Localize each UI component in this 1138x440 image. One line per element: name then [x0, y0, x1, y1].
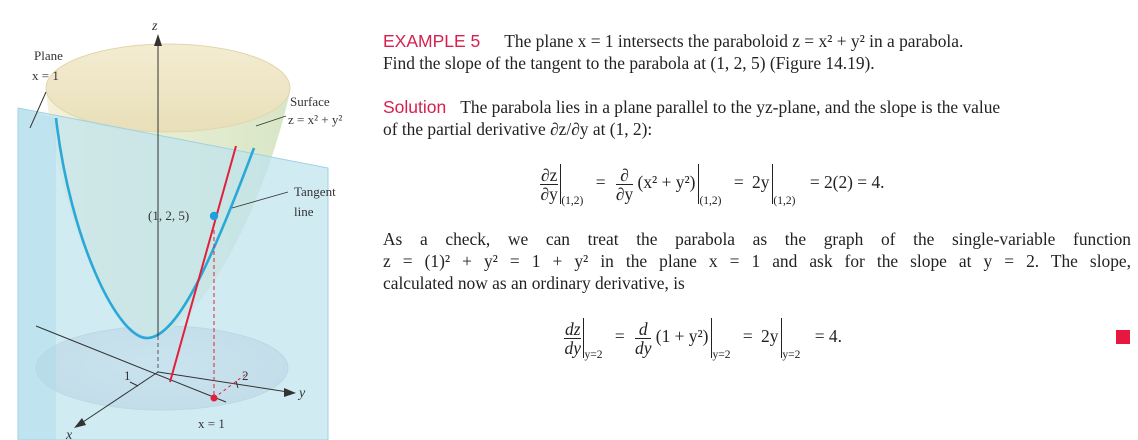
paraboloid-rim [46, 44, 290, 132]
check-line-3: calculated now as an ordinary derivative, is [383, 273, 685, 293]
eq2-eval-2: y=2 [712, 349, 731, 361]
eq1-lhs-numerator: ∂z [541, 164, 558, 185]
plane-x1-top [18, 108, 56, 440]
eq2-operator-denominator: dy [635, 337, 652, 358]
eq2-result: = 4. [814, 326, 842, 346]
eq2-eval-3: y=2 [782, 349, 801, 361]
eq2-eval-1: y=2 [584, 349, 603, 361]
eq1-eval-2: (1,2) [699, 195, 722, 207]
eq1-operator-denominator: ∂y [615, 183, 634, 204]
tick-label-2: 2 [242, 368, 249, 383]
eq1-body: (x² + y²) [637, 172, 696, 192]
example-line-1 [383, 30, 1131, 52]
eq1-middle: 2y [752, 172, 770, 192]
solution-text-1: The parabola lies in a plane parallel to the yz-plane, and the slope is the value [460, 97, 1001, 117]
eq1-eval-1: (1,2) [561, 195, 584, 207]
point-label: (1, 2, 5) [148, 208, 190, 223]
check-paragraph [383, 228, 1131, 294]
eq2-middle: 2y [761, 326, 779, 346]
plane-x1 [18, 108, 328, 440]
tangency-point [210, 212, 218, 220]
end-of-solution-square [1116, 330, 1130, 344]
eq1-lhs-fraction [540, 166, 558, 203]
eq2-lhs-numerator: dz [565, 318, 581, 339]
bottom-label: x = 1 [198, 416, 225, 431]
eq1-eval-3: (1,2) [773, 195, 796, 207]
eq1-equals-1: = [595, 172, 606, 192]
solution-line-2: of the partial derivative ∂z/∂y at (1, 2): [383, 119, 653, 139]
example-line-2: Find the slope of the tangent to the parabola at (1, 2, 5) (Figure 14.19). [383, 53, 875, 73]
equation-partial-derivative [540, 164, 885, 207]
solution-heading: Solution [383, 97, 447, 117]
eq2-equals-1: = [614, 326, 625, 346]
example-paragraph [383, 30, 1131, 74]
example-text-1: The plane x = 1 intersects the paraboloid z = x² + y² in a parabola. [504, 31, 964, 51]
check-line-1: As a check, we can treat the parabola as the graph of the single-variable function [383, 229, 1131, 249]
surface-label-line1: Surface [290, 94, 330, 109]
plane-label-line1: Plane [34, 48, 63, 63]
example-heading: EXAMPLE 5 [383, 31, 481, 51]
equation-ordinary-derivative [564, 318, 842, 361]
eq1-equals-2: = [733, 172, 744, 192]
tangent-label-line2: line [294, 204, 314, 219]
eq1-result: = 2(2) = 4. [809, 172, 885, 192]
eq2-operator-numerator: d [635, 320, 651, 339]
tangent-label-line1: Tangent [294, 184, 336, 199]
check-line-2: z = (1)² + y² = 1 + y² in the plane x = 1 and ask for the slope at y = 2. The slope, [383, 251, 1131, 271]
plane-label-line2: x = 1 [32, 68, 59, 83]
solution-line-1 [383, 96, 1131, 118]
eq1-operator-fraction [616, 166, 633, 203]
eq1-lhs-denominator: ∂y [540, 183, 558, 204]
solution-paragraph [383, 96, 1131, 140]
eq2-lhs-denominator: dy [564, 337, 581, 358]
z-axis-arrow [154, 34, 162, 46]
eq2-body: (1 + y²) [655, 326, 709, 346]
eq2-equals-2: = [742, 326, 753, 346]
figure-14-19 [0, 0, 370, 440]
axis-label-z: z [152, 19, 158, 34]
axis-label-y: y [299, 386, 306, 401]
tick-label-1: 1 [124, 368, 131, 383]
base-point [211, 395, 218, 402]
eq2-lhs-fraction [564, 320, 581, 357]
surface-label-line2: z = x² + y² [288, 112, 343, 127]
eq1-operator-numerator: ∂ [616, 166, 633, 185]
eq2-operator-fraction [635, 320, 651, 357]
axis-label-x: x [66, 428, 73, 440]
